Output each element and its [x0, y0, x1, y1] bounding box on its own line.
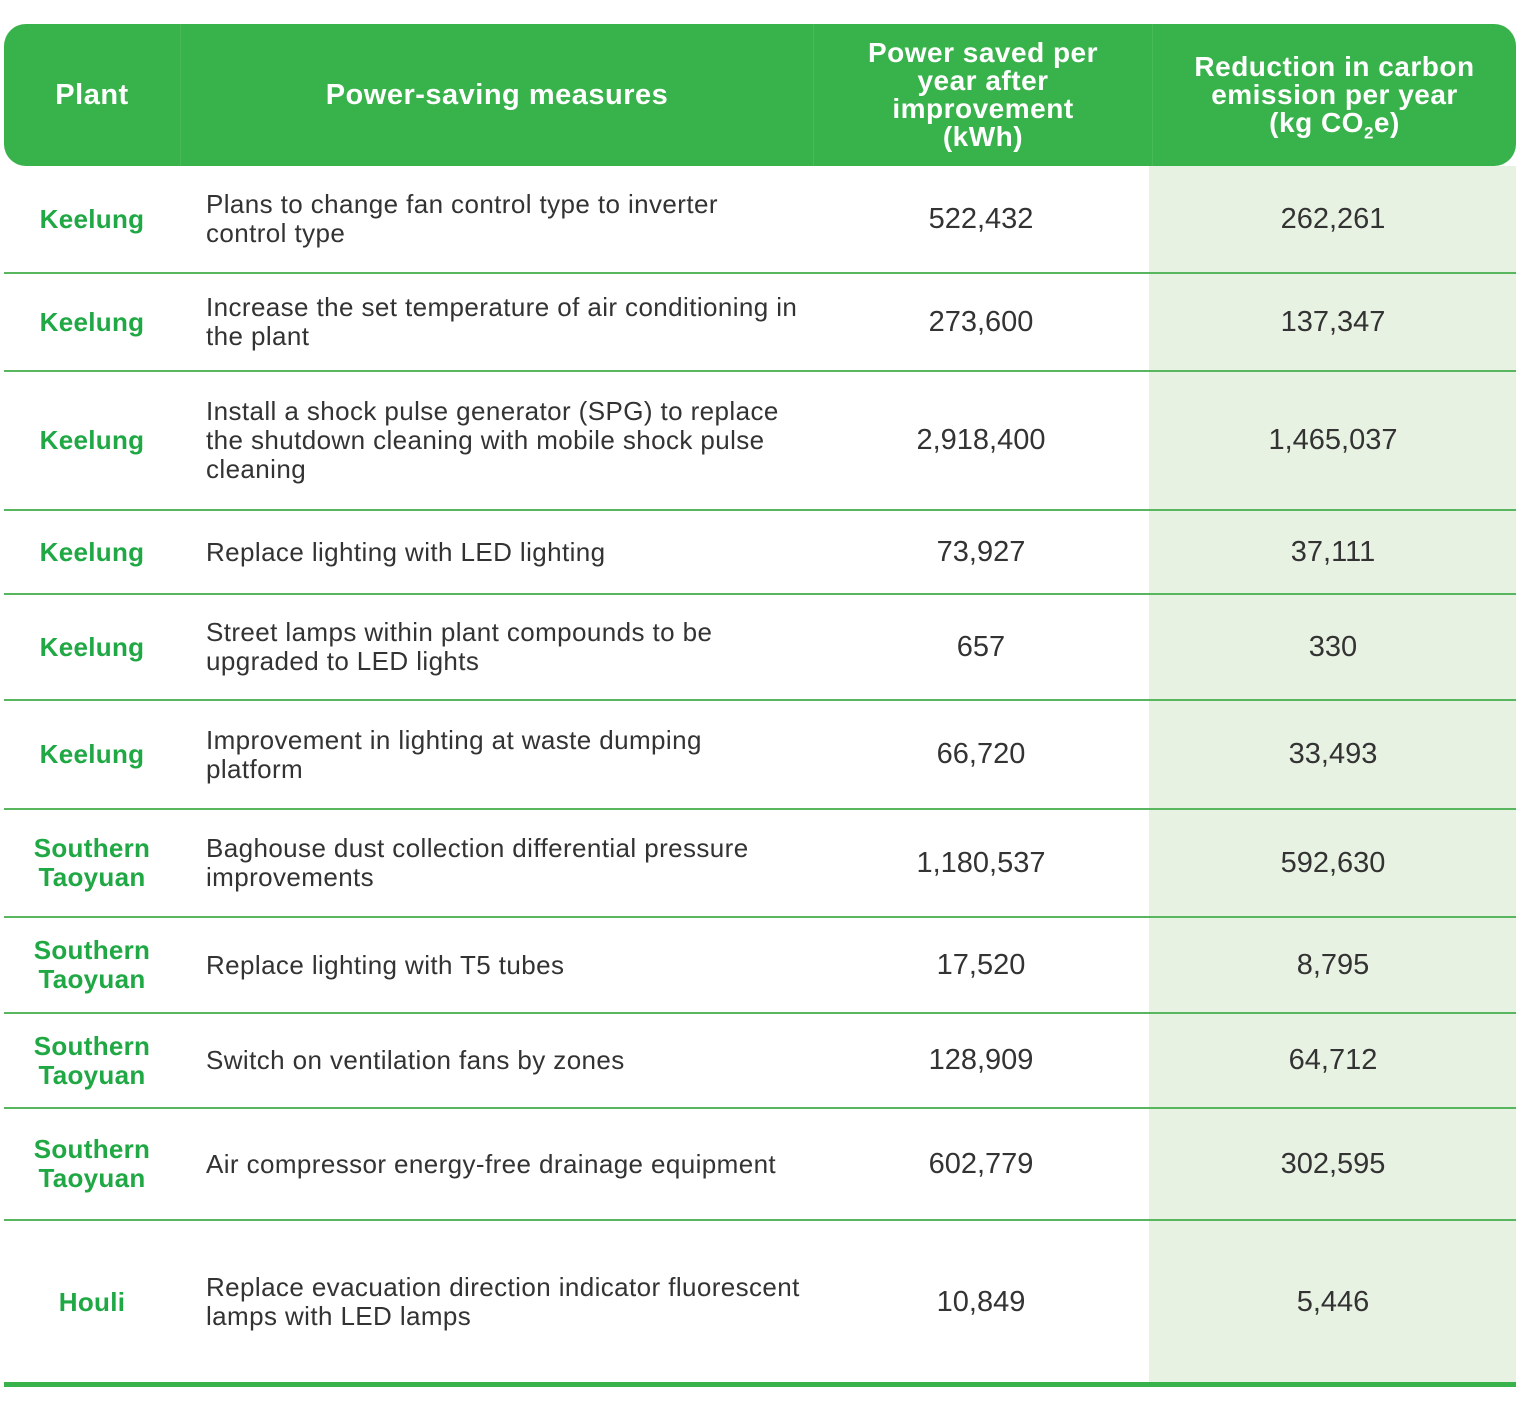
table-body [4, 166, 1516, 1383]
power-saved-cell: 2,918,400 [916, 424, 1046, 456]
power-saved-cell: 1,180,537 [916, 846, 1046, 879]
measure-cell: Baghouse dust collection differential pressure improvements [206, 833, 749, 892]
measure-cell: Improvement in lighting at waste dumping platform [206, 724, 702, 784]
table-row [4, 1109, 1516, 1221]
table-header [4, 24, 1516, 166]
table-row [4, 166, 1516, 274]
plant-cell: Keelung [39, 306, 145, 337]
plant-cell: Houli [58, 1286, 126, 1317]
table-row [4, 1221, 1516, 1383]
power-saved-cell: 73,927 [936, 535, 1026, 568]
table-row [4, 511, 1516, 595]
plant-cell: Keelung [39, 203, 145, 234]
plant-cell: Southern Taoyuan [33, 935, 151, 994]
plant-cell: Southern Taoyuan [33, 833, 151, 892]
header-carbon-line2: emission per year [1211, 79, 1458, 110]
table-row [4, 701, 1516, 810]
plant-cell: Keelung [39, 425, 145, 455]
measure-cell: Street lamps within plant compounds to be upgraded to LED lights [206, 617, 713, 676]
carbon-reduction-cell: 64,712 [1288, 1044, 1378, 1076]
measure-cell: Install a shock pulse generator (SPG) to replace the shutdown cleaning with mobile shock pulse cleaning [206, 396, 779, 484]
header-power-saved [814, 24, 1153, 166]
header-power-saved-label: Power saved per year after improvement (kWh) [867, 37, 1099, 152]
plant-cell: Keelung [39, 739, 145, 769]
power-saved-cell: 602,779 [928, 1147, 1034, 1180]
header-carbon-line3 [1194, 107, 1474, 143]
carbon-reduction-cell: 5,446 [1296, 1285, 1370, 1318]
power-saved-cell: 273,600 [928, 305, 1034, 338]
plant-cell: Southern Taoyuan [33, 1134, 151, 1193]
header-carbon-label [1194, 51, 1475, 143]
table-bottom-rule [4, 1382, 1516, 1387]
header-carbon-line1: Reduction in carbon [1194, 51, 1475, 82]
carbon-reduction-cell: 33,493 [1288, 738, 1378, 770]
plant-cell: Southern Taoyuan [33, 1030, 151, 1090]
table-row [4, 810, 1516, 918]
power-saved-cell: 522,432 [928, 202, 1034, 235]
carbon-reduction-cell: 137,347 [1280, 305, 1386, 338]
measure-cell: Replace lighting with T5 tubes [206, 949, 565, 980]
carbon-reduction-cell: 1,465,037 [1268, 424, 1398, 456]
carbon-reduction-cell: 262,261 [1280, 202, 1386, 235]
power-saved-cell: 10,849 [936, 1285, 1026, 1318]
table-row [4, 372, 1516, 511]
power-saved-cell: 66,720 [936, 738, 1026, 770]
header-carbon-unit-post: e) [1373, 107, 1400, 138]
plant-cell: Keelung [39, 536, 145, 567]
measure-cell: Replace lighting with LED lighting [206, 536, 606, 567]
power-saving-table [4, 24, 1516, 1383]
table-row [4, 595, 1516, 701]
table-row [4, 918, 1516, 1014]
carbon-reduction-cell: 37,111 [1290, 535, 1376, 568]
carbon-reduction-cell: 302,595 [1280, 1147, 1386, 1180]
power-saved-cell: 17,520 [936, 948, 1026, 981]
carbon-reduction-cell: 592,630 [1280, 846, 1386, 879]
table-row [4, 274, 1516, 372]
header-carbon-reduction [1153, 24, 1516, 166]
measure-cell: Plans to change fan control type to inverter control type [206, 189, 718, 248]
power-saved-cell: 128,909 [928, 1044, 1034, 1076]
header-carbon-unit-sub: 2 [1363, 123, 1374, 143]
plant-cell: Keelung [39, 631, 145, 662]
header-plant: Plant [4, 24, 181, 166]
measure-cell: Increase the set temperature of air conditioning in the plant [206, 292, 798, 351]
measure-cell: Replace evacuation direction indicator fluorescent lamps with LED lamps [206, 1272, 800, 1331]
header-measures: Power-saving measures [181, 24, 814, 166]
measure-cell: Switch on ventilation fans by zones [206, 1045, 625, 1075]
table-row [4, 1014, 1516, 1109]
carbon-reduction-cell: 8,795 [1296, 948, 1370, 981]
header-carbon-unit-pre: (kg CO [1269, 107, 1364, 138]
power-saved-cell: 657 [956, 630, 1006, 663]
carbon-reduction-cell: 330 [1308, 630, 1358, 663]
measure-cell: Air compressor energy-free drainage equipment [206, 1148, 777, 1179]
